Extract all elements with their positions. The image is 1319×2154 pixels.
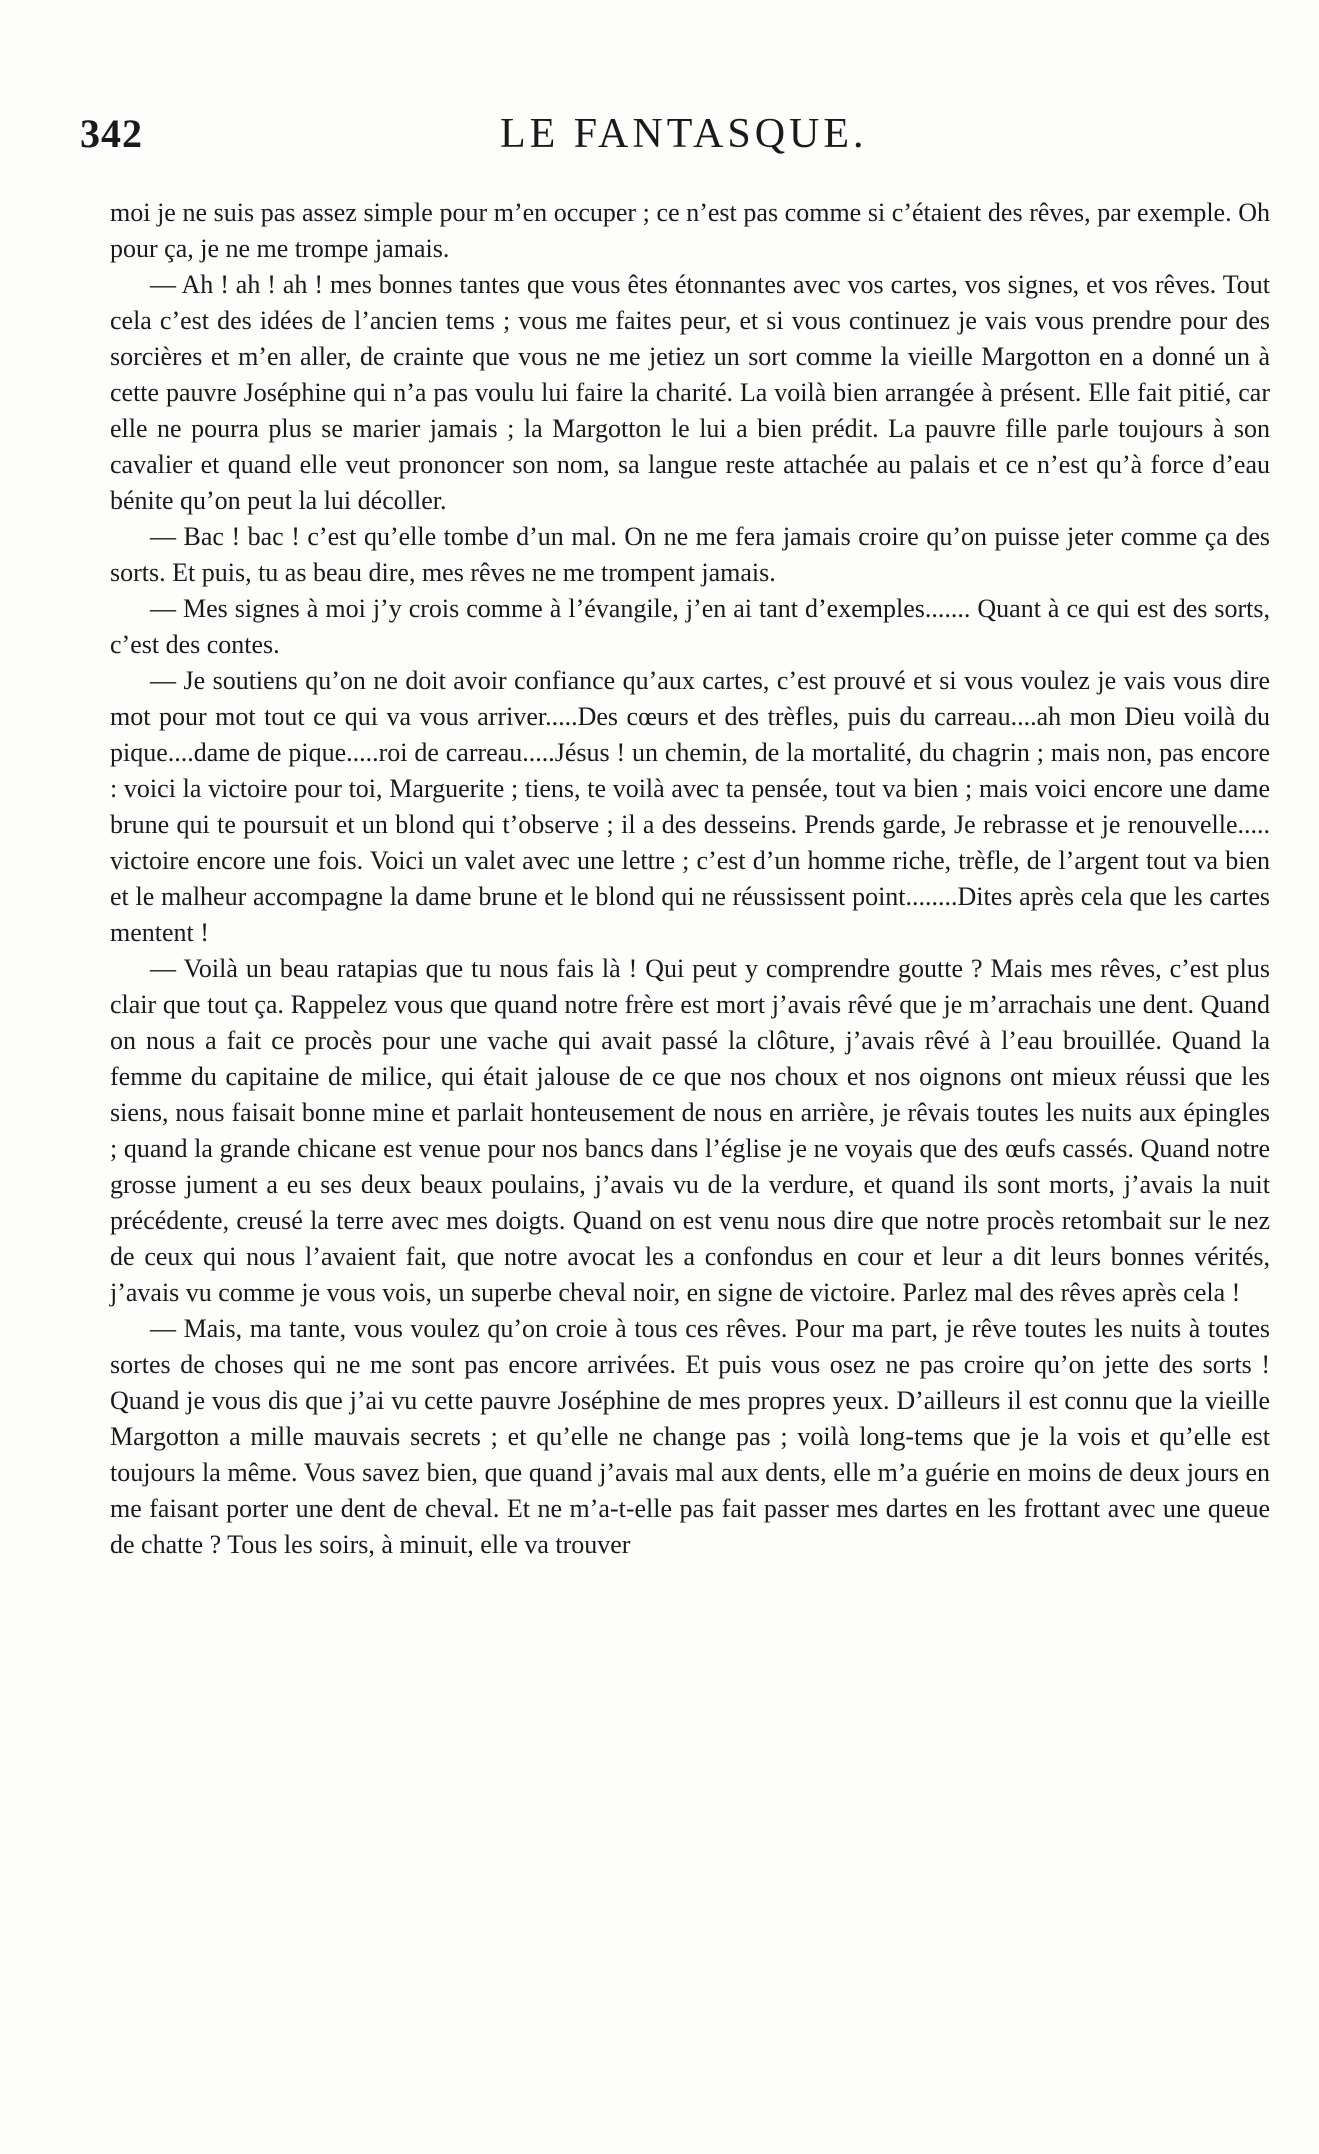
paragraph-5: — Je soutiens qu’on ne doit avoir confiance qu’aux cartes, c’est prouvé et si vous voulez je vais vous dire mot pour mot tout ce qui va vous arriver.....Des cœurs et des trèfles, puis du carreau....ah mon Dieu voilà du pique....dame de pique.....roi de carreau.....Jésus ! un chemin, de la mortalité, du chagrin ; mais non, pas encore : voici la victoire pour toi, Marguerite ; tiens, te voilà avec ta pensée, tout va bien ; mais voici encore une dame brune qui te poursuit et un blond qui t’observe ; il a des desseins. Prends garde, Je rebrasse et je renouvelle..... victoire encore une fois. Voici un valet avec une lettre ; c’est d’un homme riche, trèfle, de l’argent tout va bien et le malheur accompagne la dame brune et le blond qui ne réussissent point........Dites après cela que les cartes mentent ! [110,666,1270,947]
paragraph-6: — Voilà un beau ratapias que tu nous fais là ! Qui peut y comprendre goutte ? Mais mes rêves, c’est plus clair que tout ça. Rappelez vous que quand notre frère est mort j’avais rêvé que je m’arrachais une dent. Quand on nous a fait ce procès pour une vache qui avait passé la clôture, j’avais rêvé à l’eau brouillée. Quand la femme du capitaine de milice, qui était jalouse de ce que nos choux et nos oignons ont mieux réussi que les siens, nous faisait bonne mine et parlait honteusement de nous en arrière, je rêvais toutes les nuits aux épingles ; quand la grande chicane est venue pour nos bancs dans l’église je ne voyais que des œufs cassés. Quand notre grosse jument a eu ses deux beaux poulains, j’avais vu de la verdure, et quand ils sont morts, j’avais la nuit précédente, creusé la terre avec mes doigts. Quand on est venu nous dire que notre procès retombait sur le nez de ceux qui nous l’avaient fait, que notre avocat les a confondus en cour et leur a dit leurs bonnes vérités, j’avais vu comme je vous vois, un superbe cheval noir, en signe de victoire. Parlez mal des rêves après cela ! [110,954,1270,1307]
paragraph-7: — Mais, ma tante, vous voulez qu’on croie à tous ces rêves. Pour ma part, je rêve toutes les nuits à toutes sortes de choses qui ne me sont pas encore arrivées. Et puis vous osez ne pas croire qu’on jette des sorts ! Quand je vous dis que j’ai vu cette pauvre Joséphine de mes propres yeux. D’ailleurs il est connu que la vieille Margotton a mille mauvais secrets ; et qu’elle ne change pas ; voilà long-tems que je la vois et qu’elle est toujours la même. Vous savez bien, que quand j’avais mal aux dents, elle m’a guérie en moins de deux jours en me faisant porter une dent de cheval. Et ne m’a-t-elle pas fait passer mes dartes en les frottant avec une queue de chatte ? Tous les soirs, à minuit, elle va trouver [110,1314,1270,1559]
page-header [80,110,1280,170]
body-text [110,195,1270,1563]
page-number: 342 [80,111,143,156]
paragraph-2: — Ah ! ah ! ah ! mes bonnes tantes que vous êtes étonnantes avec vos cartes, vos signes, et vos rêves. Tout cela c’est des idées de l’ancien tems ; vous me faites peur, et si vous continuez je vais vous prendre pour des sorcières et m’en aller, de crainte que vous ne me jetiez un sort comme la vieille Margotton en a donné un à cette pauvre Joséphine qui n’a pas voulu lui faire la charité. La voilà bien arrangée à présent. Elle fait pitié, car elle ne pourra plus se marier jamais ; la Margotton le lui a bien prédit. La pauvre fille parle toujours à son cavalier et quand elle veut prononcer son nom, sa langue reste attachée au palais et ce n’est qu’à force d’eau bénite qu’on peut la lui décoller. [110,270,1270,515]
paragraph-1: moi je ne suis pas assez simple pour m’en occuper ; ce n’est pas comme si c’étaient des rêves, par exemple. Oh pour ça, je ne me trompe jamais. [110,198,1270,263]
paragraph-3: — Bac ! bac ! c’est qu’elle tombe d’un mal. On ne me fera jamais croire qu’on puisse jeter comme ça des sorts. Et puis, tu as beau dire, mes rêves ne me trompent jamais. [110,522,1270,587]
paragraph-4: — Mes signes à moi j’y crois comme à l’évangile, j’en ai tant d’exemples....... Quant à ce qui est des sorts, c’est des contes. [110,594,1270,659]
running-title: LE FANTASQUE. [500,111,868,157]
